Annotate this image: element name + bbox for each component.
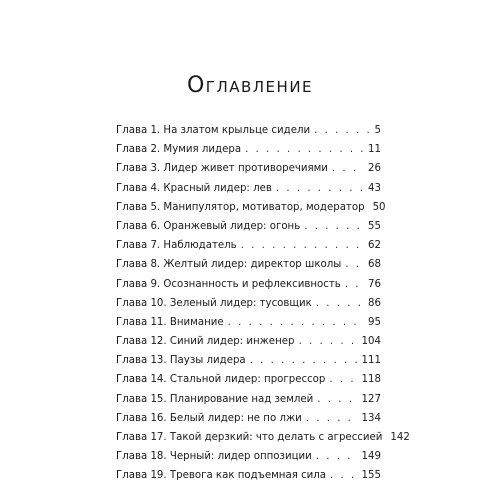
- toc-entry[interactable]: [116, 409, 381, 428]
- chapter-title: Глава 4. Красный лидер: лев: [116, 182, 272, 194]
- page-number: 43: [368, 182, 381, 194]
- chapter-title: Глава 1. На златом крыльце сидели: [116, 125, 311, 136]
- toc-entry[interactable]: [116, 121, 381, 140]
- page-number: 155: [361, 470, 381, 482]
- chapter-title: Глава 6. Оранжевый лидер: огонь: [116, 220, 301, 232]
- chapter-title: Глава 2. Мумия лидера: [116, 144, 242, 156]
- toc-entry[interactable]: [116, 466, 381, 485]
- toc-entry[interactable]: [116, 351, 381, 370]
- dot-leader: [316, 447, 358, 466]
- page-number: 95: [368, 316, 381, 328]
- page-number: 11: [368, 144, 381, 156]
- page-number: 127: [361, 393, 381, 405]
- dot-leader: [316, 294, 364, 313]
- chapter-title: Глава 19. Тревога как подъемная сила: [116, 470, 327, 482]
- chapter-title: Глава 11. Внимание: [116, 316, 224, 328]
- dot-leader: [306, 409, 358, 428]
- page-number: 50: [372, 201, 386, 213]
- chapter-title: Глава 18. Черный: лидер оппозиции: [116, 451, 312, 463]
- toc-entry[interactable]: [116, 332, 381, 351]
- toc-entry[interactable]: [116, 294, 381, 313]
- toc-entry[interactable]: [116, 140, 381, 159]
- chapter-title: Глава 17. Такой дерзкий: что делать с агрессией: [116, 432, 383, 443]
- toc-entry[interactable]: [116, 255, 381, 274]
- dot-leader: [276, 179, 364, 198]
- dot-leader: [330, 466, 358, 485]
- chapter-title: Глава 13. Паузы лидера: [116, 355, 246, 367]
- page-number: 68: [368, 259, 381, 271]
- page-title: Оглавление: [186, 72, 314, 98]
- toc-entry[interactable]: [116, 390, 381, 409]
- toc-entry[interactable]: [116, 159, 381, 178]
- page-number: 76: [368, 278, 381, 290]
- chapter-title: Глава 7. Наблюдатель: [116, 240, 237, 252]
- page-number: 86: [368, 297, 381, 309]
- chapter-title: Глава 9. Осознанность и рефлексивность: [116, 278, 341, 290]
- dot-leader: [241, 236, 364, 255]
- page-number: 55: [368, 220, 381, 232]
- dot-leader: [228, 313, 364, 332]
- chapter-title: Глава 15. Планирование над землей: [116, 393, 314, 405]
- chapter-title: Глава 10. Зеленый лидер: тусовщик: [116, 297, 312, 309]
- toc-entry[interactable]: [116, 217, 381, 236]
- dot-leader: [329, 370, 357, 389]
- page-number: 26: [368, 163, 381, 175]
- page-number: 118: [361, 374, 381, 386]
- toc-entry[interactable]: [116, 236, 381, 255]
- page-number: 134: [361, 412, 381, 424]
- dot-leader: [314, 121, 370, 140]
- dot-leader: [345, 275, 364, 294]
- table-of-contents: [116, 121, 410, 486]
- page-number: 111: [361, 355, 381, 367]
- page-number: 62: [368, 240, 381, 252]
- toc-entry[interactable]: [116, 447, 381, 466]
- chapter-title: Глава 12. Синий лидер: инженер: [116, 336, 295, 348]
- dot-leader: [250, 351, 358, 370]
- dot-leader: [298, 332, 357, 351]
- chapter-title: Глава 14. Стальной лидер: прогрессор: [116, 374, 326, 386]
- page-number: 104: [361, 336, 381, 348]
- dot-leader: [245, 140, 364, 159]
- page-number: 149: [361, 451, 381, 463]
- page-number: 5: [374, 125, 381, 136]
- toc-entry[interactable]: [116, 313, 381, 332]
- toc-entry[interactable]: [116, 179, 381, 198]
- chapter-title: Глава 3. Лидер живет противоречиями: [116, 163, 328, 175]
- toc-entry[interactable]: [116, 370, 381, 389]
- toc-entry[interactable]: [116, 275, 381, 294]
- dot-leader: [332, 159, 364, 178]
- dot-leader: [317, 390, 357, 409]
- chapter-title: Глава 5. Манипулятор, мотиватор, модератор: [116, 201, 365, 213]
- page-number: 142: [390, 432, 410, 443]
- toc-entry[interactable]: [116, 198, 386, 217]
- chapter-title: Глава 8. Желтый лидер: директор школы: [116, 259, 342, 271]
- toc-entry[interactable]: [116, 428, 410, 447]
- dot-leader: [345, 255, 364, 274]
- chapter-title: Глава 16. Белый лидер: не по лжи: [116, 412, 302, 424]
- dot-leader: [304, 217, 364, 236]
